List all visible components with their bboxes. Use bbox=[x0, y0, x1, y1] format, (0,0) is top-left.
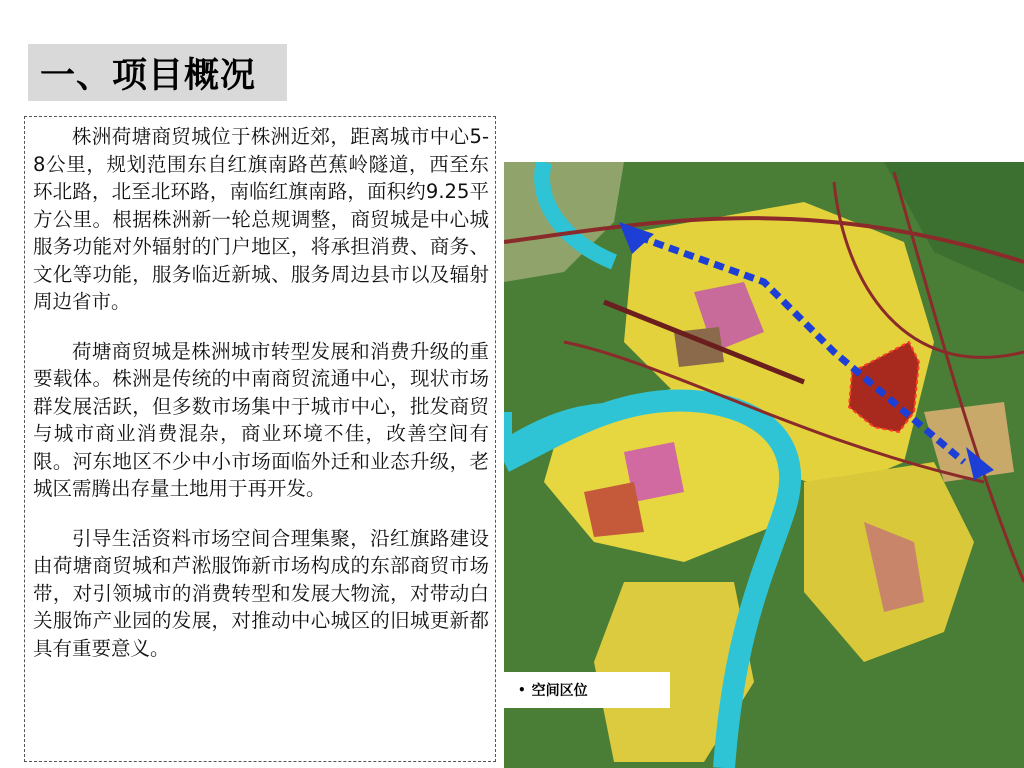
map-caption-label: 空间区位 bbox=[531, 683, 588, 699]
page-title: 一、项目概况 bbox=[40, 55, 257, 96]
title-bar bbox=[28, 44, 287, 101]
map-landuse-red bbox=[584, 482, 644, 537]
description-box bbox=[24, 116, 496, 762]
map-caption bbox=[504, 672, 670, 708]
paragraph-1: 株洲荷塘商贸城位于株洲近郊，距离城市中心5-8公里，规划范围东自红旗南路芭蕉岭隧道，西至东环北路，北至北环路，南临红旗南路，面积约9.25平方公里。根据株洲新一轮总规调整，商贸城是中心城服务功能对外辐射的门户地区，将承担消费、商务、文化等功能，服务临近新城、服务周边县市以及辐射周边省市。 bbox=[33, 125, 489, 313]
bullet-icon: • bbox=[518, 683, 526, 697]
paragraph-3: 引导生活资料市场空间合理集聚，沿红旗路建设由荷塘商贸城和芦淞服饰新市场构成的东部商贸市场带，对引领城市的消费转型和发展大物流，对带动白关服饰产业园的发展，对推动中心城区的旧城更新都具有重要意义。 bbox=[33, 526, 489, 660]
paragraph-2: 荷塘商贸城是株洲城市转型发展和消费升级的重要载体。株洲是传统的中南商贸流通中心，现状市场群发展活跃，但多数市场集中于城市中心，批发商贸与城市商业消费混杂，商业环境不佳，改善空间有限。河东地区不少中小市场面临外迁和业态升级，老城区需腾出存量土地用于再开发。 bbox=[33, 339, 489, 500]
